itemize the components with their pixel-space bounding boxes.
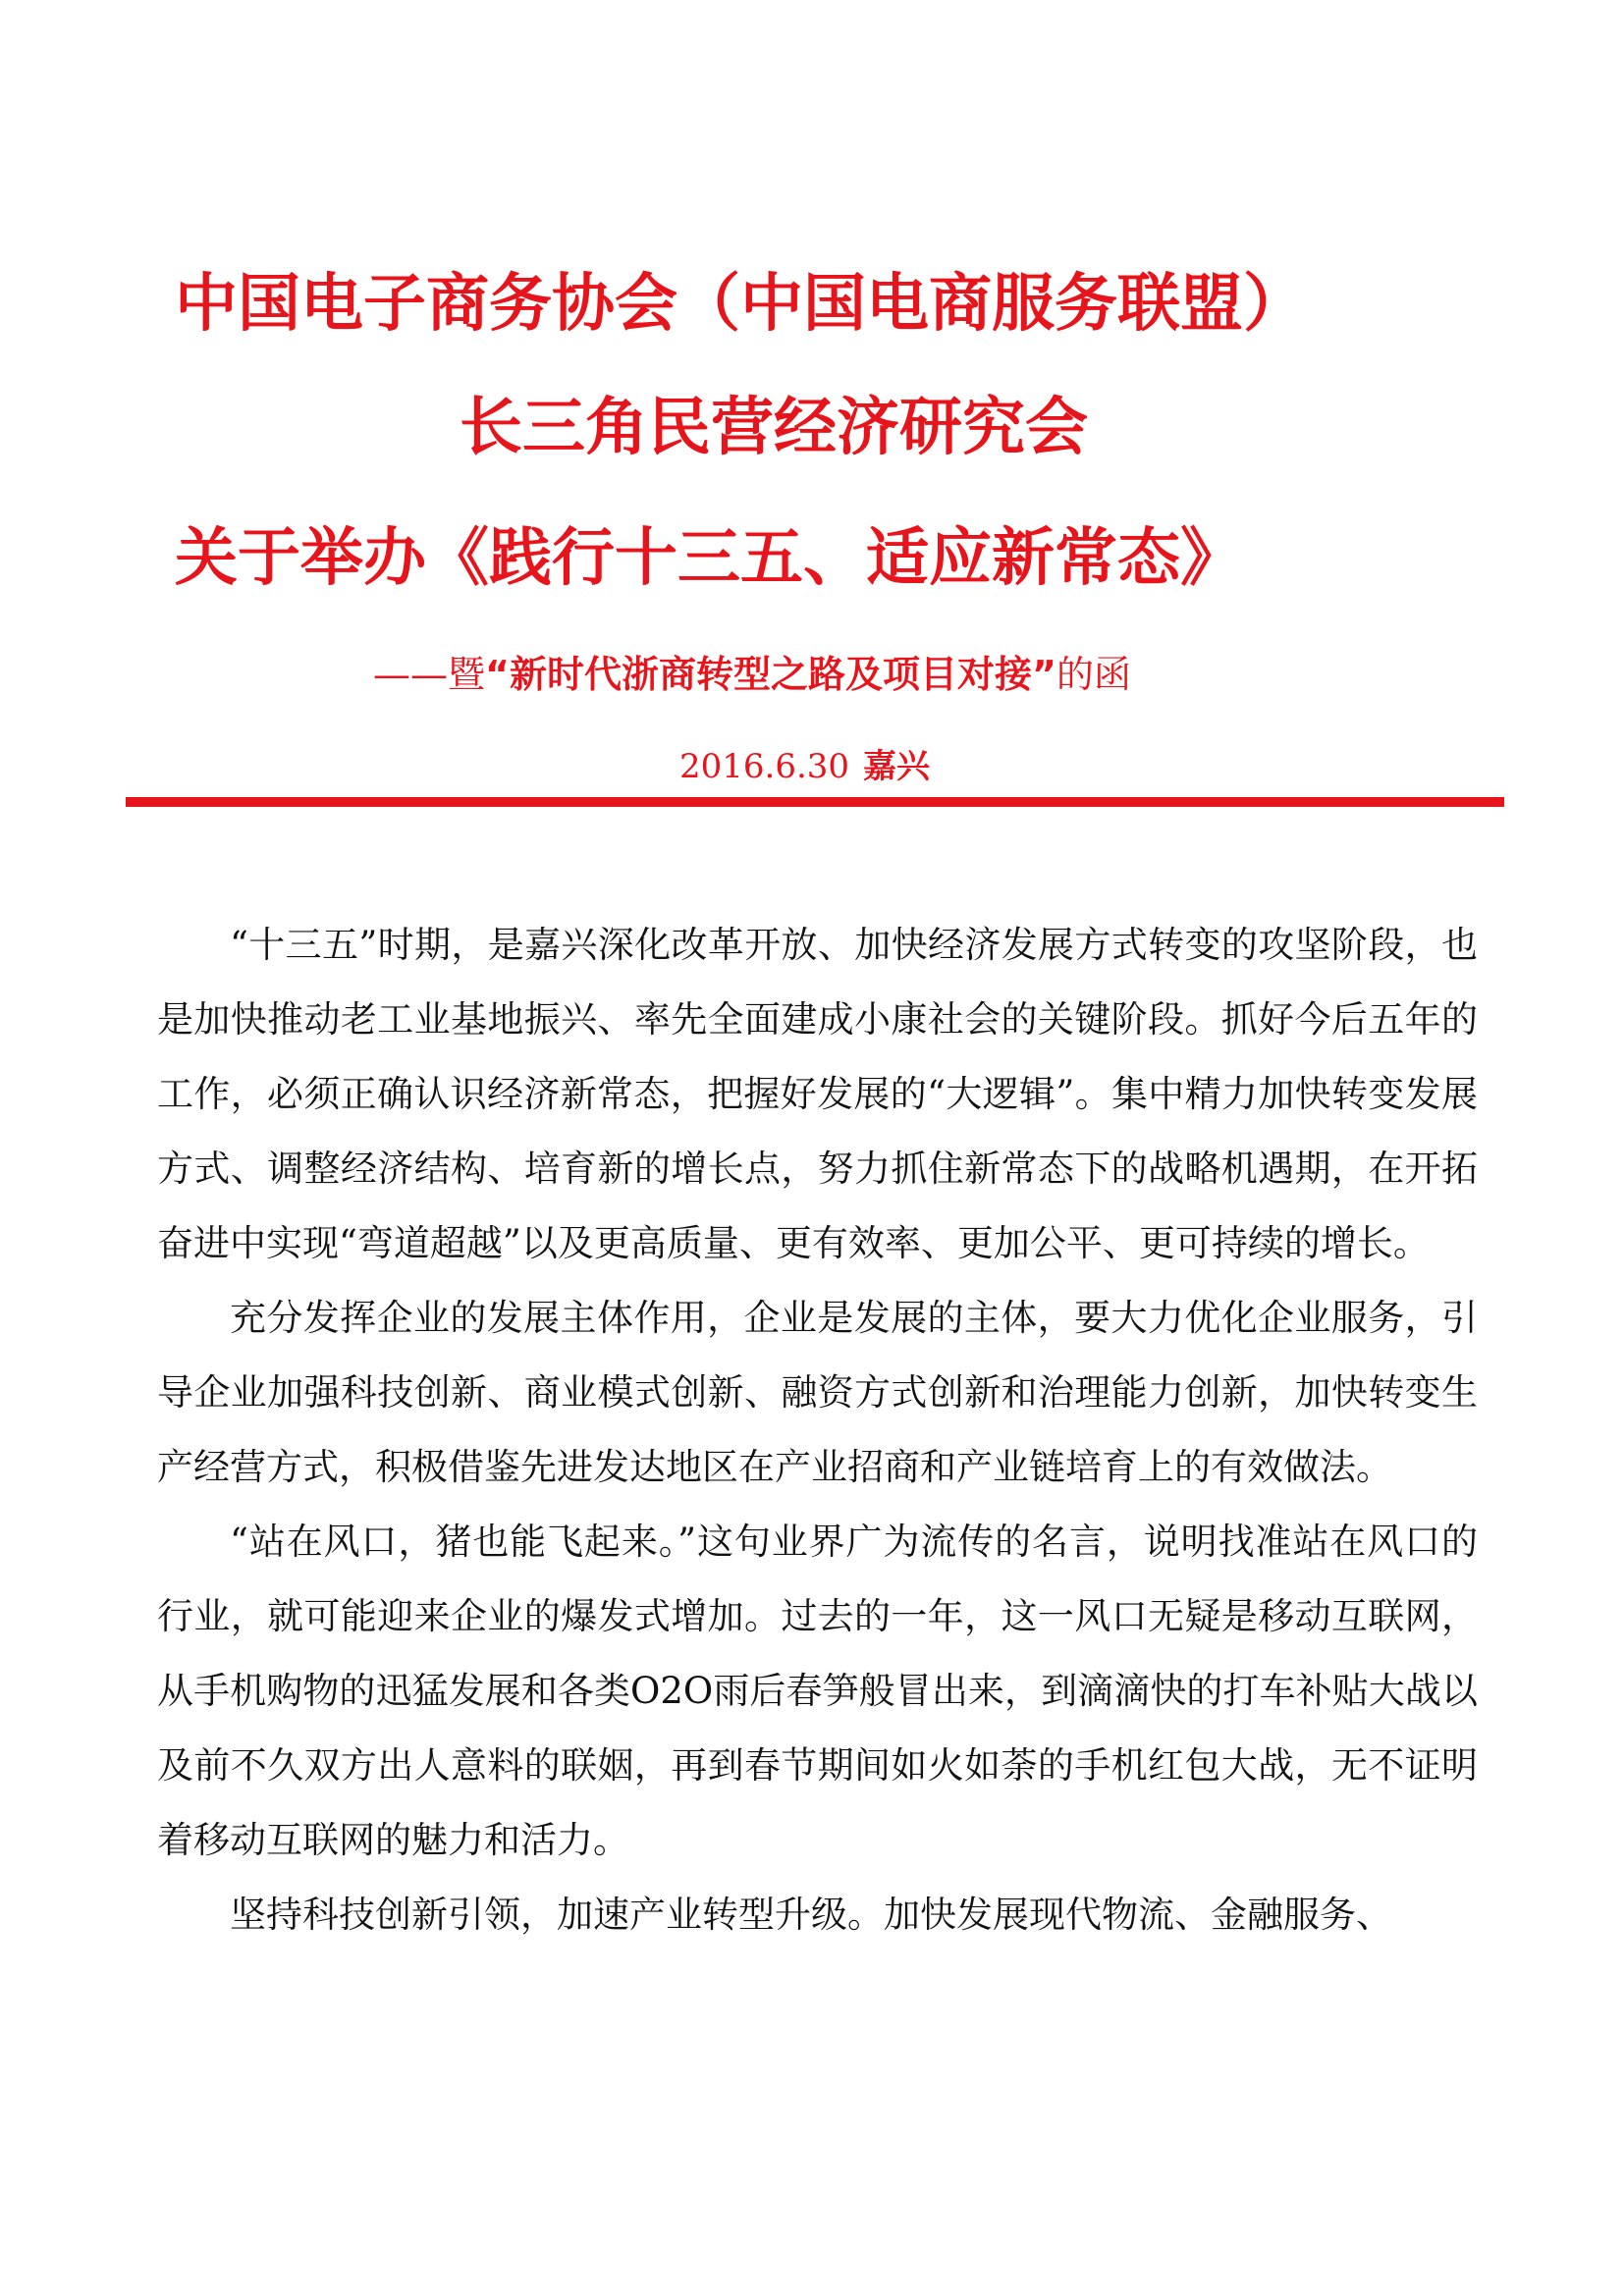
subtitle-emphasis: “新时代浙商转型之路及项目对接” bbox=[485, 653, 1056, 696]
paragraph-4: 坚持科技创新引领，加速产业转型升级。加快发展现代物流、金融服务、 bbox=[230, 1894, 1392, 1936]
paragraph-2: 充分发挥企业的发展主体作用，企业是发展的主体，要大力优化企业服务，引导企业加强科技创新、商业模式创新、融资方式创新和治理能力创新，加快转变生产经营方式，积极借鉴先进发达地区在产业招商和产业链培育上的有效做法。 bbox=[157, 1297, 1478, 1488]
place: 嘉兴 bbox=[863, 747, 931, 786]
subtitle-prefix: ——暨 bbox=[373, 653, 486, 696]
title-line-3: 关于举办《践行十三五、适应新常态》 bbox=[175, 522, 1243, 595]
subtitle-suffix: 的函 bbox=[1056, 653, 1131, 696]
paragraph-3: “站在风口，猪也能飞起来。”这句业界广为流传的名言，说明找准站在风口的行业，就可能迎来企业的爆发式增加。过去的一年，这一风口无疑是移动互联网，从手机购物的迅猛发展和各类O2O雨后春笋般冒出来，到滴滴快的打车补贴大战以及前不久双方出人意料的联姻，再到春节期间如火如荼的手机红包大战，无不证明着移动互联网的魅力和活力。 bbox=[157, 1521, 1478, 1861]
date: 2016.6.30 bbox=[679, 747, 850, 786]
subtitle bbox=[373, 653, 1131, 696]
title-line-2: 长三角民营经济研究会 bbox=[460, 392, 1088, 464]
body-text bbox=[157, 908, 1478, 1952]
paragraph-1: “十三五”时期，是嘉兴深化改革开放、加快经济发展方式转变的攻坚阶段，也是加快推动老工业基地振兴、率先全面建成小康社会的关键阶段。抓好今后五年的工作，必须正确认识经济新常态，把握好发展的“大逻辑”。集中精力加快转变发展方式、调整经济结构、培育新的增长点，努力抓住新常态下的战略机遇期，在开拓奋进中实现“弯道超越”以及更高质量、更有效率、更加公平、更可持续的增长。 bbox=[157, 924, 1478, 1264]
date-place-line bbox=[679, 747, 931, 786]
red-divider-rule bbox=[126, 797, 1504, 807]
title-line-1: 中国电子商务协会（中国电商服务联盟） bbox=[175, 268, 1306, 341]
